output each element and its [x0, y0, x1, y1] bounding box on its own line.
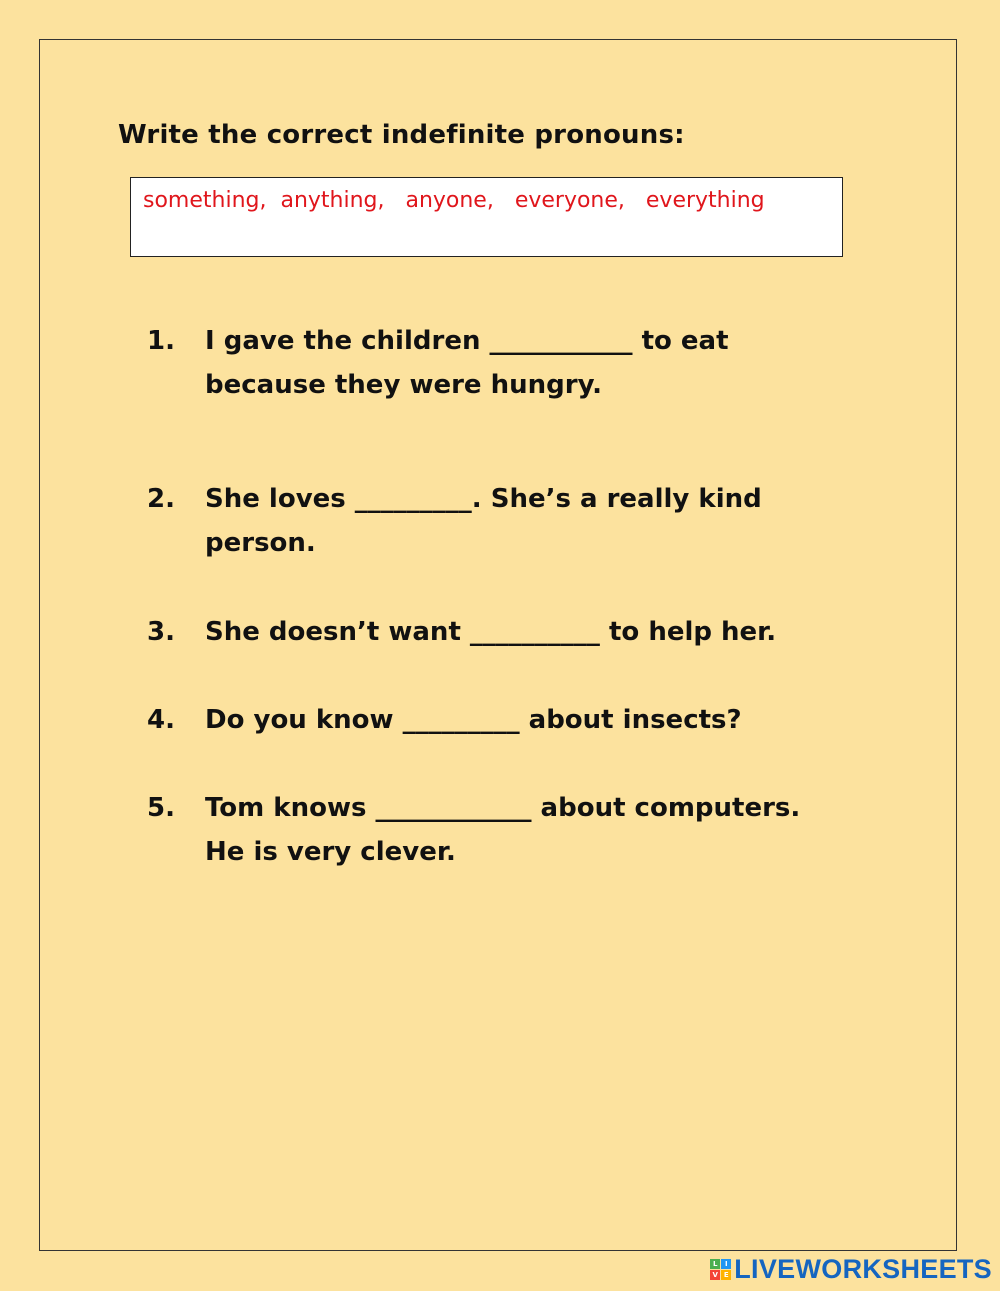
question-text: I gave the children ___________ to eat	[205, 326, 729, 356]
question-text-continued: because they were hungry.	[205, 370, 603, 400]
question-text: She doesn’t want __________ to help her.	[205, 617, 777, 647]
question-number: 4.	[147, 705, 175, 735]
question-text: Do you know _________ about insects?	[205, 705, 742, 735]
logo-text: LIVEWORKSHEETS	[734, 1254, 992, 1284]
word-bank-box	[130, 177, 843, 257]
question-number: 3.	[147, 617, 175, 647]
question-text-continued: He is very clever.	[205, 837, 456, 867]
instruction-heading: Write the correct indefinite pronouns:	[118, 120, 685, 150]
question-text: She loves _________. She’s a really kind	[205, 484, 762, 514]
question-number: 5.	[147, 793, 175, 823]
liveworksheets-logo[interactable]	[710, 1254, 992, 1285]
liveworksheets-logo-icon: L I V E	[710, 1259, 731, 1280]
question-text-continued: person.	[205, 528, 316, 558]
question-text: Tom knows ____________ about computers.	[205, 793, 801, 823]
word-bank-text: something, anything, anyone, everyone, everything	[143, 188, 765, 213]
question-number: 1.	[147, 326, 175, 356]
question-number: 2.	[147, 484, 175, 514]
